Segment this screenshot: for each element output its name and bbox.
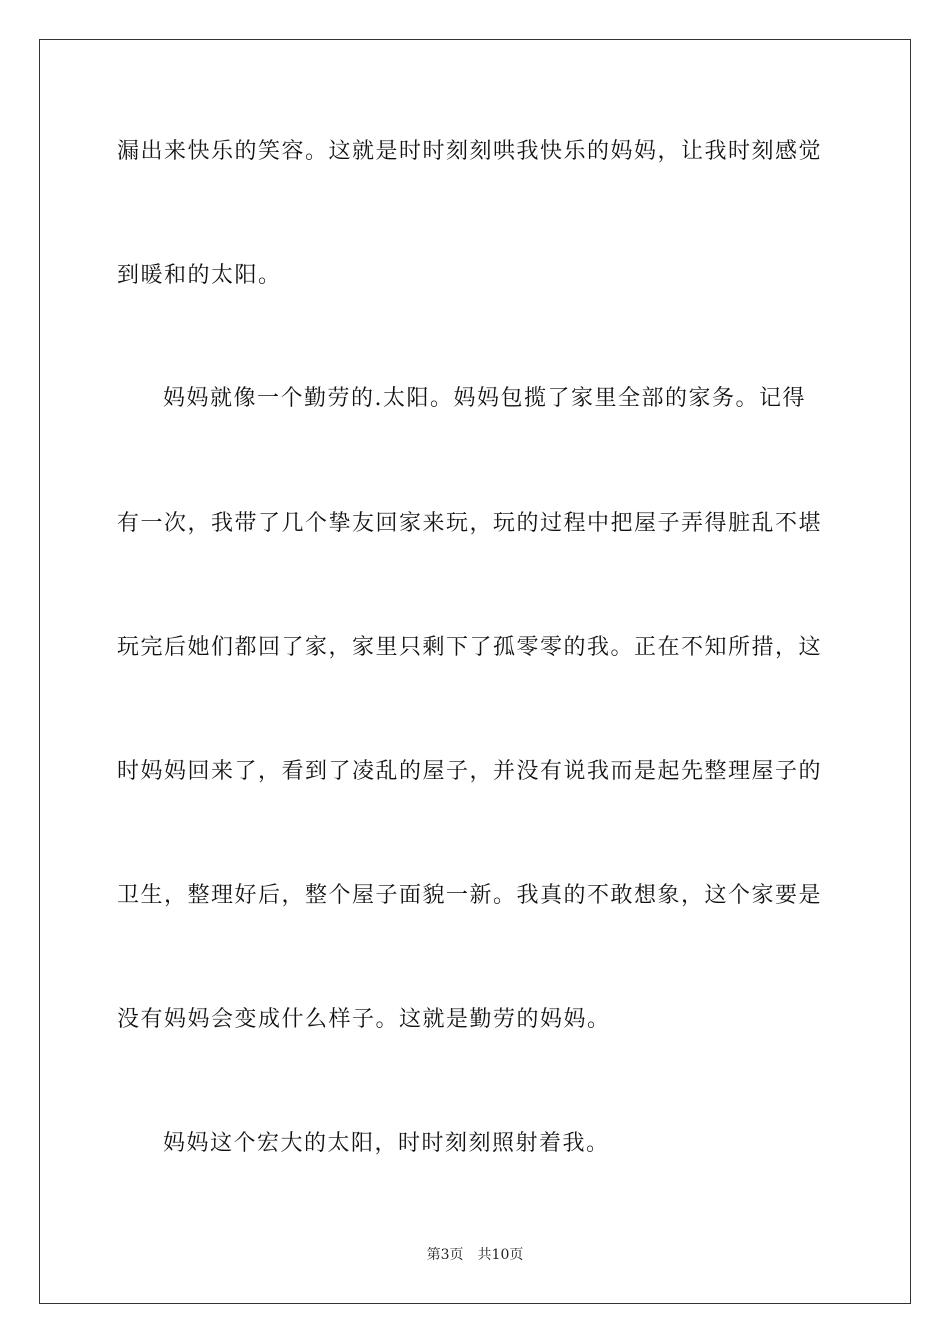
page-footer [0, 1246, 950, 1264]
text-line: 时妈妈回来了，看到了凌乱的屋子，并没有说我而是起先整理屋子的 [117, 759, 823, 784]
text-line: 卫生，整理好后，整个屋子面貌一新。我真的不敢想象，这个家要是 [117, 883, 823, 908]
text-line: 有一次，我带了几个挚友回家来玩，玩的过程中把屋子弄得脏乱不堪 [117, 511, 823, 536]
text-line: 玩完后她们都回了家，家里只剩下了孤零零的我。正在不知所措，这 [117, 635, 823, 660]
page-frame [39, 39, 911, 1304]
text-line: 没有妈妈会变成什么样子。这就是勤劳的妈妈。 [117, 1007, 611, 1032]
page-number: 第3页 [426, 1247, 464, 1263]
text-line: 漏出来快乐的笑容。这就是时时刻刻哄我快乐的妈妈，让我时刻感觉 [117, 139, 823, 164]
paragraph-start-line: 妈妈这个宏大的太阳，时时刻刻照射着我。 [163, 1131, 610, 1156]
text-line: 到暖和的太阳。 [117, 263, 282, 288]
page-total: 共10页 [477, 1247, 524, 1263]
paragraph-start-line: 妈妈就像一个勤劳的.太阳。妈妈包揽了家里全部的家务。记得 [163, 386, 806, 411]
